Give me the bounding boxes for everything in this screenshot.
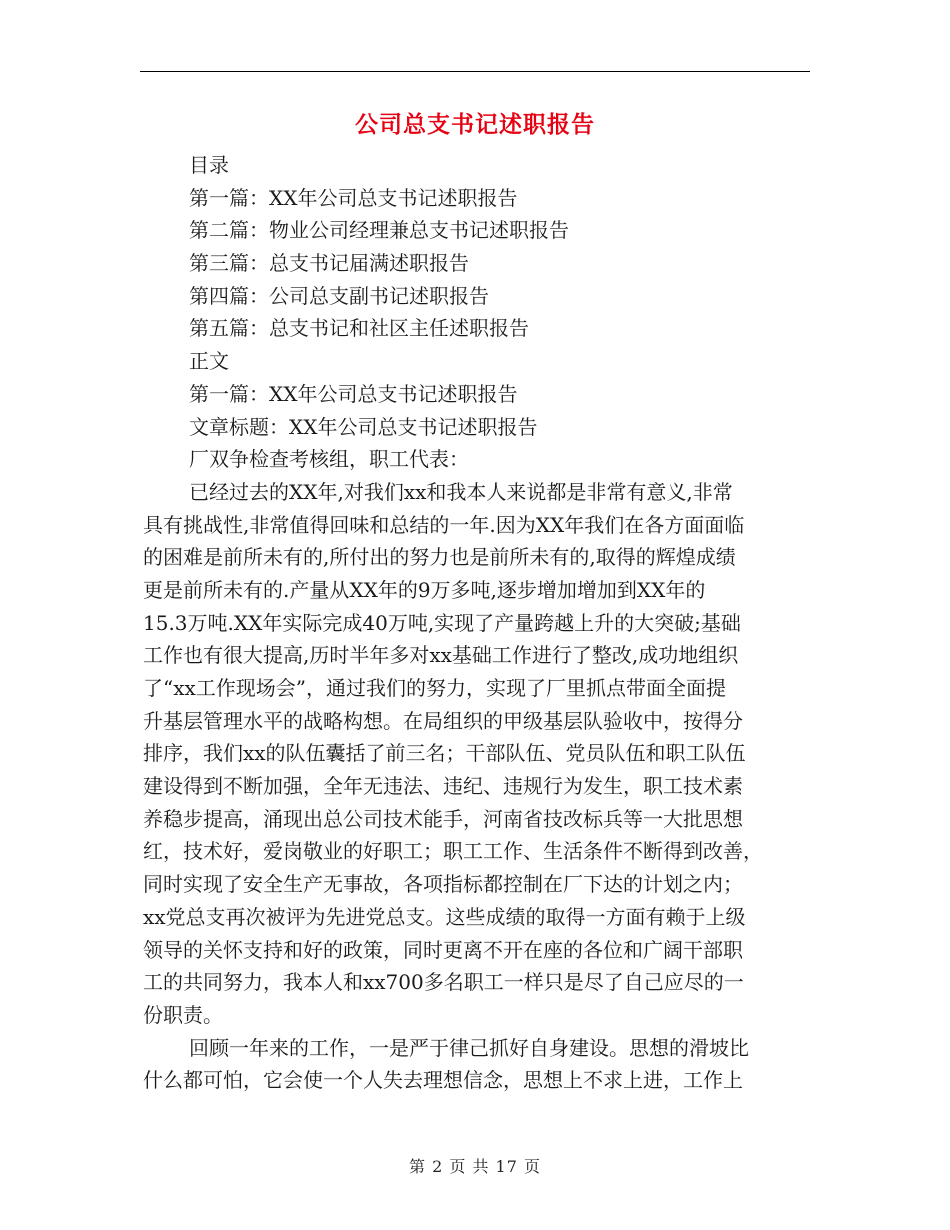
paragraph-line: 第一篇：XX年公司总支书记述职报告 bbox=[189, 185, 518, 210]
paragraph-line: 已经过去的XX年,对我们xx和我本人来说都是非常有意义,非常 bbox=[189, 479, 733, 504]
paragraph-line: 工作也有很大提高,历时半年多对xx基础工作进行了整改,成功地组织 bbox=[143, 643, 739, 668]
paragraph-line: 红，技术好，爱岗敬业的好职工；职工工作、生活条件不断得到改善， bbox=[143, 839, 763, 864]
paragraph-line: 工的共同努力，我本人和xx700多名职工一样只是尽了自己应尽的一 bbox=[143, 970, 744, 995]
paragraph-line: 回顾一年来的工作，一是严于律己抓好自身建设。思想的滑坡比 bbox=[189, 1035, 749, 1060]
paragraph-line: 什么都可怕，它会使一个人失去理想信念，思想上不求上进，工作上 bbox=[143, 1068, 743, 1093]
paragraph-line: 第五篇：总支书记和社区主任述职报告 bbox=[189, 316, 529, 341]
paragraph-line: 15.3万吨.XX年实际完成40万吨,实现了产量跨越上升的大突破;基础 bbox=[143, 610, 741, 635]
paragraph-line: 厂双争检查考核组，职工代表： bbox=[189, 447, 469, 472]
paragraph-line: xx党总支再次被评为先进党总支。这些成绩的取得一方面有赖于上级 bbox=[143, 904, 746, 929]
document-body bbox=[143, 149, 803, 1097]
paragraph-line: 第四篇：公司总支副书记述职报告 bbox=[189, 283, 489, 308]
paragraph-line: 领导的关怀支持和好的政策，同时更离不开在座的各位和广阔干部职 bbox=[143, 937, 743, 962]
page-footer: 第 2 页 共 17 页 bbox=[409, 1157, 541, 1176]
paragraph-line: 文章标题：XX年公司总支书记述职报告 bbox=[189, 414, 538, 439]
paragraph-line: 建设得到不断加强，全年无违法、违纪、违规行为发生，职工技术素 bbox=[143, 774, 743, 799]
paragraph-line: 同时实现了安全生产无事故，各项指标都控制在厂下达的计划之内； bbox=[143, 872, 743, 897]
paragraph-line: 更是前所未有的.产量从XX年的9万多吨,逐步增加增加到XX年的 bbox=[143, 577, 706, 602]
paragraph-line: 养稳步提高，涌现出总公司技术能手，河南省技改标兵等一大批思想 bbox=[143, 806, 743, 831]
paragraph-line: 第二篇：物业公司经理兼总支书记述职报告 bbox=[189, 218, 569, 243]
paragraph-line: 正文 bbox=[189, 349, 229, 374]
paragraph-line: 第一篇：XX年公司总支书记述职报告 bbox=[189, 381, 518, 406]
paragraph-line: 的困难是前所未有的,所付出的努力也是前所未有的,取得的辉煌成绩 bbox=[143, 545, 736, 570]
header-rule bbox=[140, 71, 810, 72]
paragraph-line: 排序，我们xx的队伍囊括了前三名；干部队伍、党员队伍和职工队伍 bbox=[143, 741, 746, 766]
paragraph-line: 目录 bbox=[189, 153, 229, 177]
paragraph-line: 升基层管理水平的战略构想。在局组织的甲级基层队验收中，按得分 bbox=[143, 708, 743, 733]
paragraph-line: 份职责。 bbox=[143, 1002, 223, 1027]
paragraph-line: 了“xx工作现场会”，通过我们的努力，实现了厂里抓点带面全面提 bbox=[143, 676, 727, 700]
document-title: 公司总支书记述职报告 bbox=[355, 111, 595, 138]
paragraph-line: 具有挑战性,非常值得回味和总结的一年.因为XX年我们在各方面面临 bbox=[143, 512, 745, 537]
paragraph-line: 第三篇：总支书记届满述职报告 bbox=[189, 251, 469, 276]
